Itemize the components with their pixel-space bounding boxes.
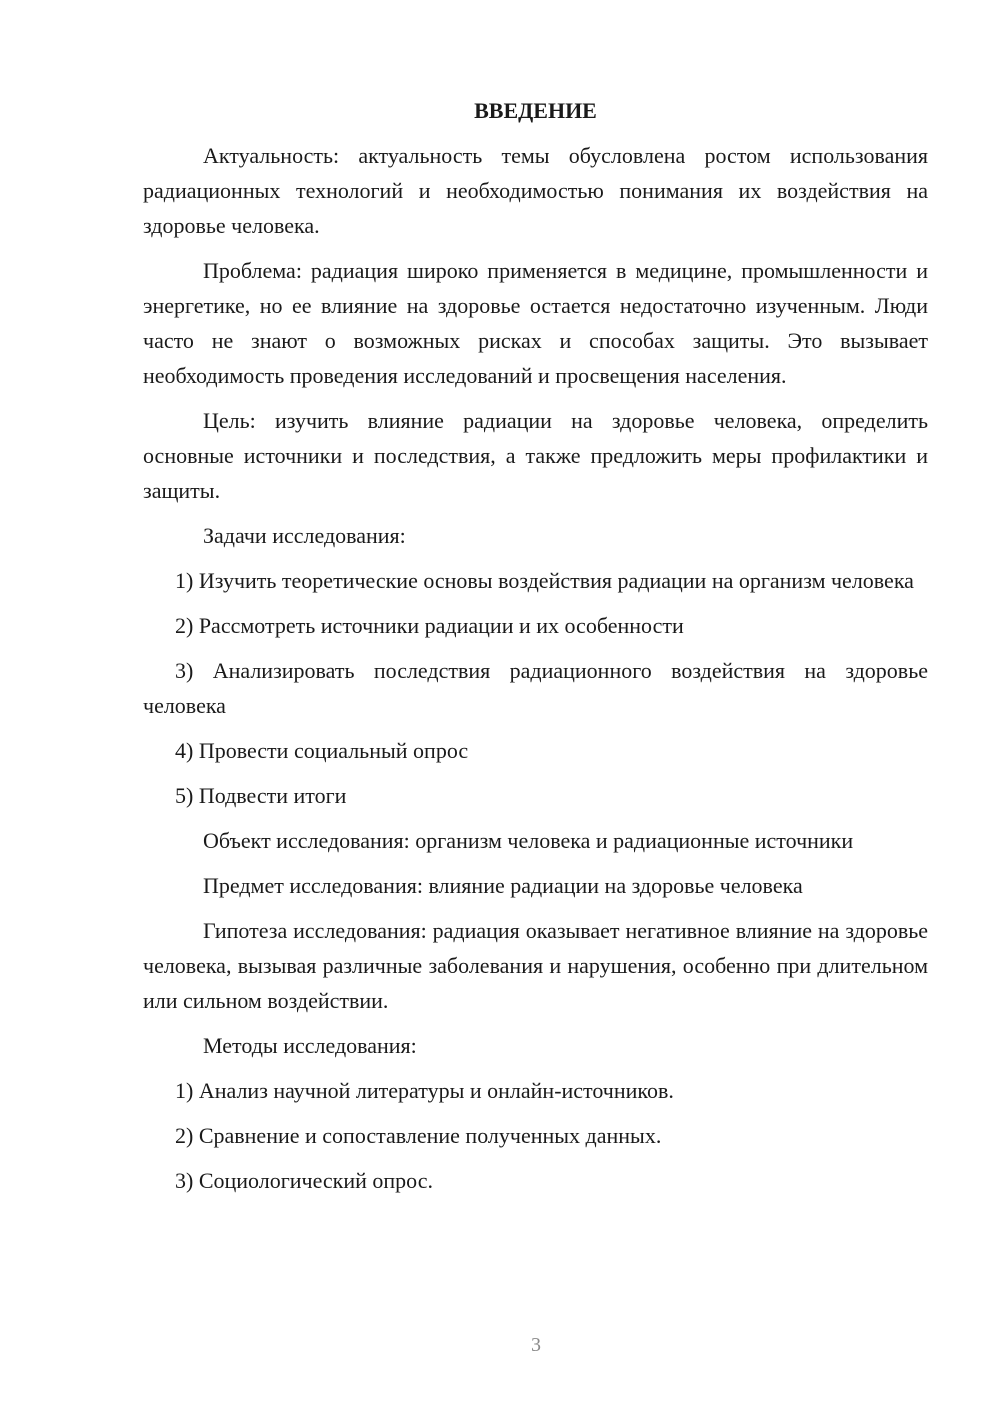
object-paragraph: Объект исследования: организм человека и радиационные источники bbox=[203, 828, 854, 853]
problem-paragraph: Проблема: радиация широко применяется в медицине, промышленности и энергетике, но ее влияние на здоровье остается недостаточно изученным. Люди часто не знают о возможных рисках и способах защиты. Это вызывает необходимость проведения исследований и просвещения населения. bbox=[143, 258, 928, 388]
methods-title: Методы исследования: bbox=[203, 1033, 417, 1058]
task-item-4: 4) Провести социальный опрос bbox=[175, 738, 469, 763]
method-item-2: 2) Сравнение и сопоставление полученных данных. bbox=[175, 1123, 662, 1148]
task-item-1: 1) Изучить теоретические основы воздействия радиации на организм человека bbox=[175, 568, 914, 593]
hypothesis-paragraph: Гипотеза исследования: радиация оказывает негативное влияние на здоровье человека, вызывая различные заболевания и нарушения, особенно при длительном или сильном воздействии. bbox=[143, 918, 928, 1013]
section-heading: ВВЕДЕНИЕ bbox=[474, 98, 597, 123]
tasks-title: Задачи исследования: bbox=[203, 523, 406, 548]
page-content bbox=[143, 93, 928, 1208]
relevance-paragraph: Актуальность: актуальность темы обусловлена ростом использования радиационных технологий и необходимостью понимания их воздействия на здоровье человека. bbox=[143, 143, 928, 238]
task-item-3: 3) Анализировать последствия радиационного воздействия на здоровье человека bbox=[143, 658, 928, 718]
subject-paragraph: Предмет исследования: влияние радиации на здоровье человека bbox=[203, 873, 803, 898]
method-item-3: 3) Социологический опрос. bbox=[175, 1168, 433, 1193]
task-item-5: 5) Подвести итоги bbox=[175, 783, 347, 808]
goal-paragraph: Цель: изучить влияние радиации на здоровье человека, определить основные источники и последствия, а также предложить меры профилактики и защиты. bbox=[143, 408, 928, 503]
task-item-2: 2) Рассмотреть источники радиации и их особенности bbox=[175, 613, 684, 638]
page-number: 3 bbox=[531, 1334, 541, 1356]
method-item-1: 1) Анализ научной литературы и онлайн-источников. bbox=[175, 1078, 674, 1103]
